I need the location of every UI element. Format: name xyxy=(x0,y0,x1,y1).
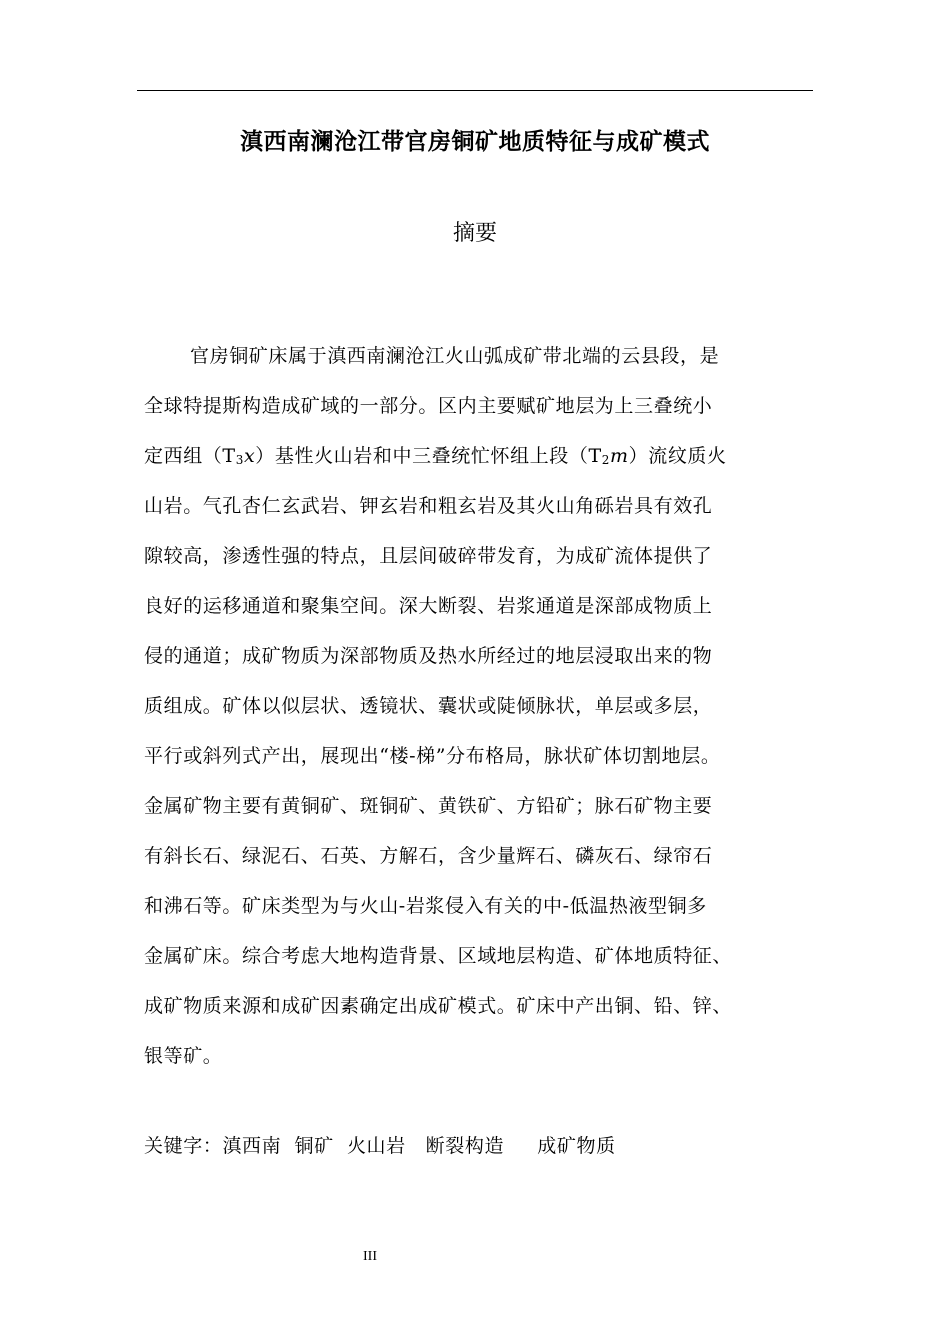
formation-symbol: x xyxy=(243,445,256,467)
abstract-line: 成矿物质来源和成矿因素确定出成矿模式。矿床中产出铜、铅、锌、 xyxy=(144,995,733,1017)
abstract-line: 山岩。气孔杏仁玄武岩、钾玄岩和粗玄岩及其火山角砾岩具有效孔 xyxy=(144,495,713,517)
abstract-line: 隙较高，渗透性强的特点，且层间破碎带发育，为成矿流体提供了 xyxy=(144,545,713,567)
formation-subscript: 2 xyxy=(601,453,610,467)
formation-subscript: 3 xyxy=(235,453,244,467)
page-number: III xyxy=(363,1249,377,1264)
abstract-line: 官房铜矿床属于滇西南澜沧江火山弧成矿带北端的云县段，是 xyxy=(190,345,720,367)
document-title: 滇西南澜沧江带官房铜矿地质特征与成矿模式 xyxy=(240,129,710,155)
abstract-heading: 摘要 xyxy=(452,221,497,246)
abstract-line: 和沸石等。矿床类型为与火山-岩浆侵入有关的中-低温热液型铜多 xyxy=(144,895,707,917)
abstract-line: 金属矿床。综合考虑大地构造背景、区域地层构造、矿体地质特征、 xyxy=(144,945,733,967)
abstract-text: 定西组（T xyxy=(144,445,236,467)
abstract-line: 银等矿。 xyxy=(144,1045,223,1067)
abstract-line: 侵的通道；成矿物质为深部物质及热水所经过的地层浸取出来的物 xyxy=(144,645,713,667)
abstract-line: 良好的运移通道和聚集空间。深大断裂、岩浆通道是深部成物质上 xyxy=(144,595,713,617)
abstract-text: ）流纹质火 xyxy=(628,445,727,467)
abstract-line xyxy=(144,431,816,481)
abstract-line: 质组成。矿体以似层状、透镜状、囊状或陡倾脉状，单层或多层， xyxy=(144,695,713,717)
abstract-line: 有斜长石、绿泥石、石英、方解石，含少量辉石、磷灰石、绿帘石 xyxy=(144,845,713,867)
keywords: 关键字：滇西南 铜矿 火山岩 断裂构造 成矿物质 xyxy=(144,1135,616,1157)
abstract-body xyxy=(144,331,816,1081)
abstract-line: 金属矿物主要有黄铜矿、斑铜矿、黄铁矿、方铅矿；脉石矿物主要 xyxy=(144,795,713,817)
abstract-line: 平行或斜列式产出，展现出“楼-梯”分布格局，脉状矿体切割地层。 xyxy=(144,745,721,767)
abstract-text: ）基性火山岩和中三叠统忙怀组上段（T xyxy=(255,445,602,467)
abstract-line: 全球特提斯构造成矿域的一部分。区内主要赋矿地层为上三叠统小 xyxy=(144,395,713,417)
header-rule xyxy=(137,90,813,91)
formation-symbol: m xyxy=(610,445,629,467)
